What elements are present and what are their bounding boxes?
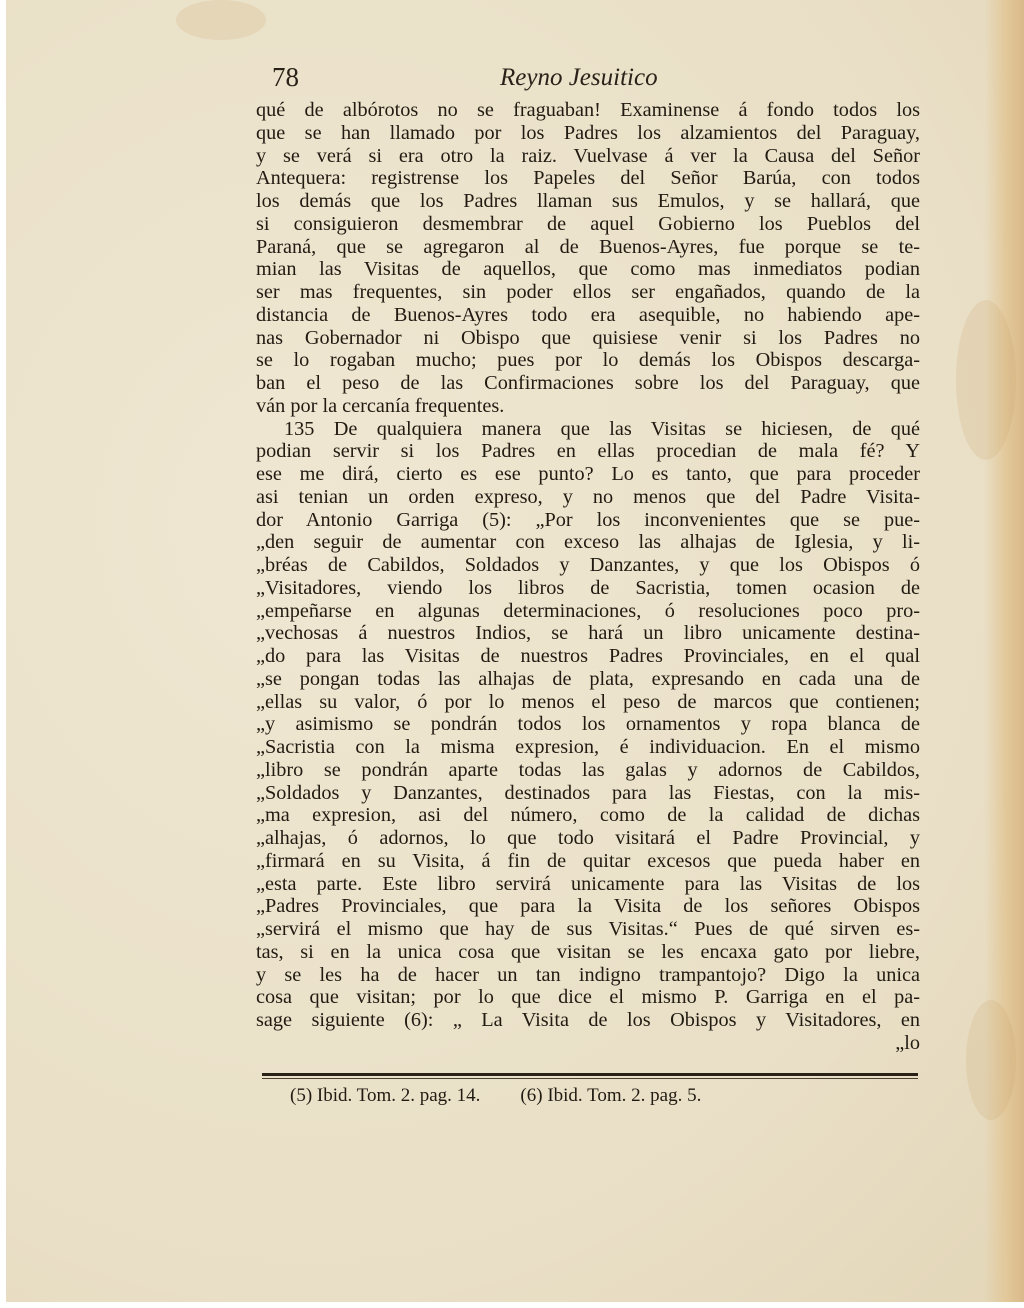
text-line: cosa que visitan; por lo que dice el mismo P. Garriga en el pa- bbox=[256, 986, 920, 1009]
paper-stain bbox=[966, 1000, 1016, 1120]
text-line: „Visitadores, viendo los libros de Sacristia, tomen ocasion de bbox=[256, 576, 920, 599]
text-line: ser mas frequentes, sin poder ellos ser engañados, quando de la bbox=[256, 281, 920, 303]
text-line: que se han llamado por los Padres los alzamientos del Paraguay, bbox=[256, 121, 920, 144]
text-line: mian las Visitas de aquellos, que como mas inmediatos podian bbox=[256, 258, 920, 281]
page-header bbox=[272, 62, 920, 96]
footnotes bbox=[290, 1085, 701, 1107]
text-line: „do para las Visitas de nuestros Padres Provinciales, en el qual bbox=[256, 645, 920, 667]
text-line: distancia de Buenos-Ayres todo era asequible, no habiendo ape- bbox=[256, 303, 920, 326]
text-line: los demás que los Padres llaman sus Emulos, y se hallará, que bbox=[256, 190, 920, 212]
text-line: „y asimismo se pondrán todos los ornamentos y ropa blanca de bbox=[256, 713, 920, 736]
text-line: tas, si en la unica cosa que visitan se les encaxa gato por liebre, bbox=[256, 940, 920, 963]
running-title: Reyno Jesuitico bbox=[500, 64, 658, 91]
text-line: „empeñarse en algunas determinaciones, ó resoluciones poco pro- bbox=[256, 599, 920, 622]
text-line: „ma expresion, asi del número, como de la calidad de dichas bbox=[256, 804, 920, 827]
footnote-5: (5) Ibid. Tom. 2. pag. 14. bbox=[290, 1085, 481, 1106]
text-line: „alhajas, ó adornos, lo que todo visitará el Padre Provincial, y bbox=[256, 827, 920, 849]
text-line: qué de albórotos no se fraguaban! Examinense á fondo todos los bbox=[256, 99, 920, 121]
footnote-6: (6) Ibid. Tom. 2. pag. 5. bbox=[520, 1085, 702, 1106]
text-line: „vechosas á nuestros Indios, se hará un libro unicamente destina- bbox=[256, 622, 920, 645]
text-line: Antequera: registrense los Papeles del Señor Barúa, con todos bbox=[256, 167, 920, 190]
paper-stain bbox=[956, 300, 1016, 460]
text-line: „Soldados y Danzantes, destinados para las Fiestas, con la mis- bbox=[256, 781, 920, 804]
text-line: „servirá el mismo que hay de sus Visitas.“ Pues de qué sirven es- bbox=[256, 918, 920, 940]
text-line: „den seguir de aumentar con exceso las alhajas de Iglesia, y li- bbox=[256, 531, 920, 554]
text-line: y se les ha de hacer un tan indigno trampantojo? Digo la unica bbox=[256, 963, 920, 986]
text-line: „Padres Provinciales, que para la Visita de los señores Obispos bbox=[256, 895, 920, 918]
text-line: nas Gobernador ni Obispo que quisiese venir si los Padres no bbox=[256, 326, 920, 349]
text-line: „bréas de Cabildos, Soldados y Danzantes, y que los Obispos ó bbox=[256, 554, 920, 576]
text-line: „se pongan todas las alhajas de plata, expresando en cada una de bbox=[256, 667, 920, 690]
paper-stain bbox=[176, 0, 266, 40]
page-number: 78 bbox=[272, 62, 299, 92]
text-line: „Sacristia con la misma expresion, é individuacion. En el mismo bbox=[256, 736, 920, 758]
text-line: „ellas su valor, ó por lo menos el peso de marcos que contienen; bbox=[256, 690, 920, 713]
footnote-rule bbox=[262, 1073, 918, 1076]
text-line: asi tenian un orden expreso, y no menos que del Padre Visita- bbox=[256, 485, 920, 508]
text-line: ese me dirá, cierto es ese punto? Lo es tanto, que para proceder bbox=[256, 463, 920, 485]
text-line: „libro se pondrán aparte todas las galas y adornos de Cabildos, bbox=[256, 758, 920, 781]
footnote-rule-thin bbox=[262, 1078, 918, 1079]
text-line: dor Antonio Garriga (5): „Por los inconvenientes que se pue- bbox=[256, 508, 920, 531]
paragraph-135-start: 135 De qualquiera manera que las Visitas se hiciesen, de qué bbox=[284, 417, 920, 440]
text-line: Paraná, que se agregaron al de Buenos-Ayres, fue porque se te- bbox=[256, 235, 920, 258]
text-line: sage siguiente (6): „ La Visita de los Obispos y Visitadores, en bbox=[256, 1009, 920, 1031]
text-line: podian servir si los Padres en ellas procedian de mala fé? Y bbox=[256, 440, 920, 463]
text-line: y se verá si era otro la raiz. Vuelvase á ver la Causa del Señor bbox=[256, 144, 920, 167]
text-line: ván por la cercanía frequentes. bbox=[256, 394, 505, 417]
text-line: ban el peso de las Confirmaciones sobre los del Paraguay, que bbox=[256, 372, 920, 394]
text-line: si consiguieron desmembrar de aquel Gobierno los Pueblos del bbox=[256, 212, 920, 235]
catchword: „lo bbox=[895, 1031, 920, 1054]
text-line: „firmará en su Visita, á fin de quitar excesos que pueda haber en bbox=[256, 849, 920, 872]
text-line: se lo rogaban mucho; pues por lo demás los Obispos descarga- bbox=[256, 349, 920, 372]
body-text bbox=[256, 99, 920, 1055]
text-line: „esta parte. Este libro servirá unicamente para las Visitas de los bbox=[256, 872, 920, 895]
